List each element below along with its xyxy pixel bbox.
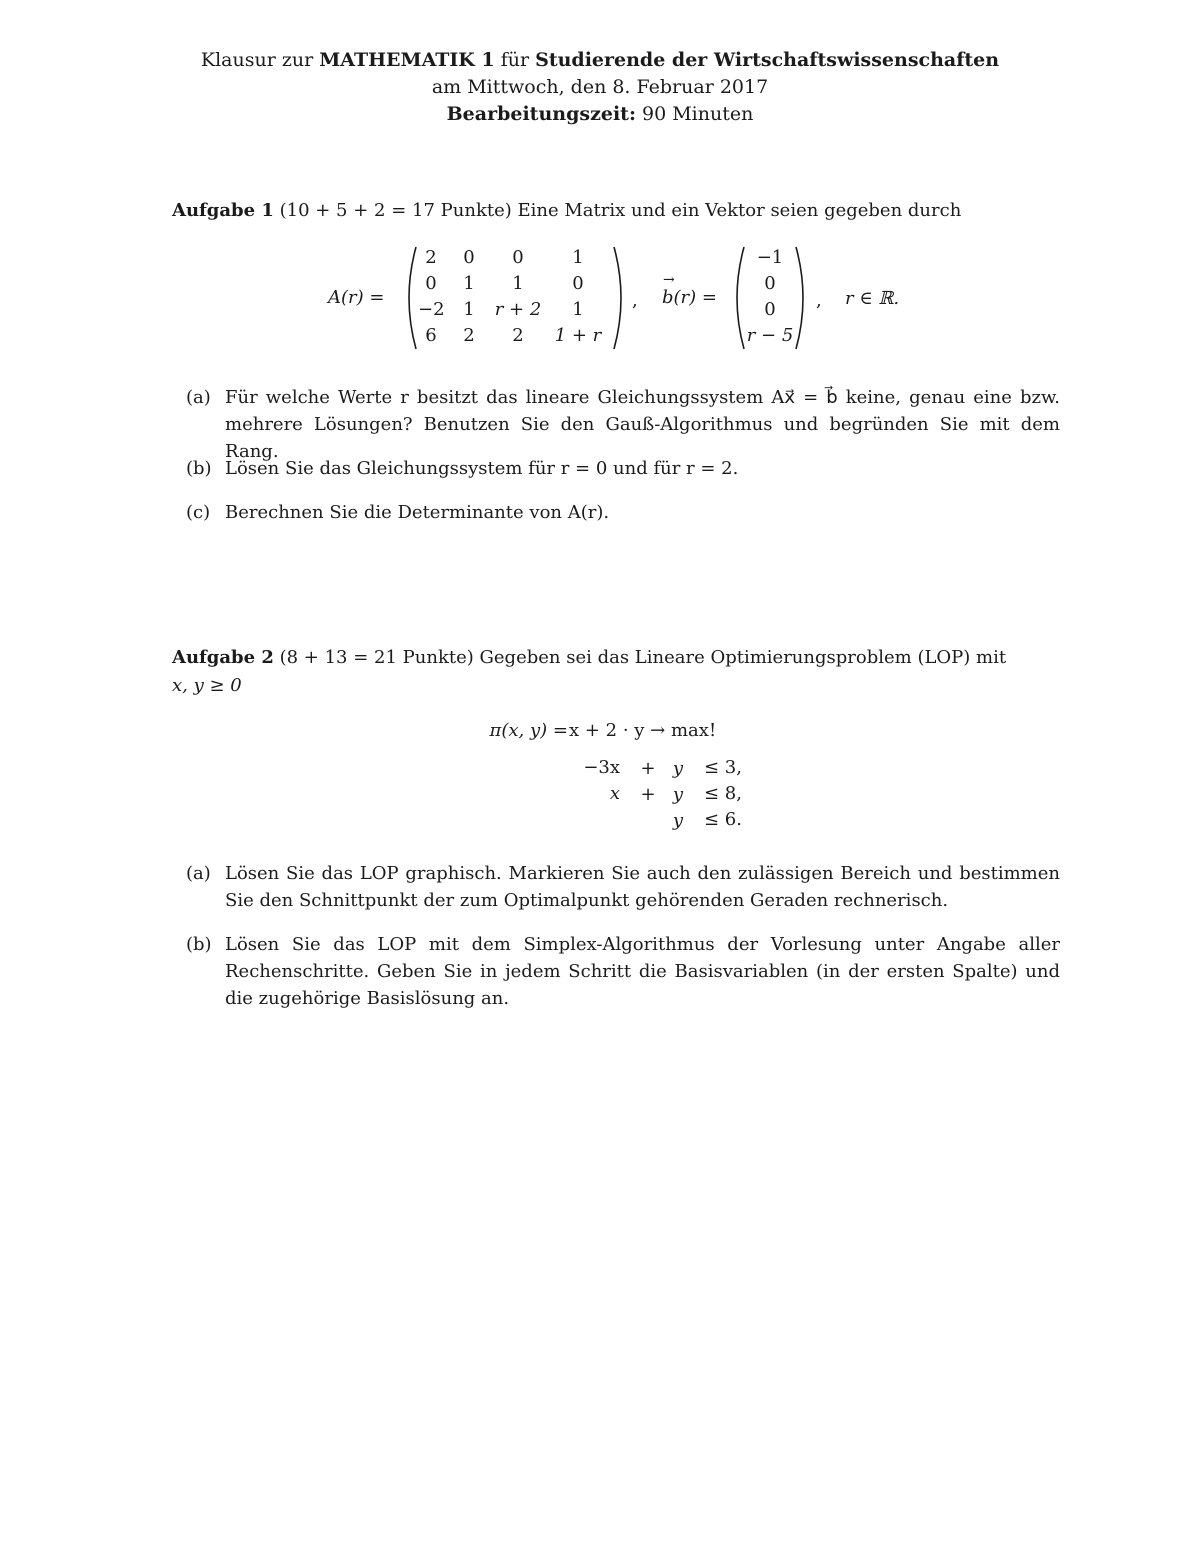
vector-label-text: b(r) = bbox=[662, 287, 717, 308]
exam-title bbox=[0, 47, 1200, 74]
vector-cell: 0 bbox=[764, 273, 776, 294]
c1-b: y bbox=[672, 758, 684, 779]
matrix-cell: 0 bbox=[512, 247, 524, 268]
task2-intro: Gegeben sei das Lineare Optimierungsproblem (LOP) mit bbox=[479, 647, 1007, 668]
matrix-cell: 1 + r bbox=[554, 325, 602, 346]
task1-item-a bbox=[186, 384, 1062, 462]
matrix-cell: 1 bbox=[572, 299, 584, 320]
matrix-cell: 6 bbox=[425, 325, 437, 346]
task2-heading bbox=[172, 645, 1062, 671]
vector-label bbox=[662, 272, 717, 308]
matrix-label: A(r) = bbox=[328, 287, 385, 308]
item-label: (b) bbox=[186, 934, 212, 955]
matrix-cell: 0 bbox=[425, 273, 437, 294]
vector-comma: , bbox=[816, 290, 822, 311]
duration-label: Bearbeitungszeit: bbox=[446, 103, 636, 125]
c2-a: x bbox=[609, 783, 620, 804]
title-audience: Studierende der Wirtschaftswissenschaften bbox=[535, 49, 1000, 71]
title-prefix: Klausur zur bbox=[200, 49, 314, 71]
matrix-cell: −2 bbox=[418, 299, 445, 320]
duration-value: 90 Minuten bbox=[642, 103, 754, 125]
vector-cell: −1 bbox=[756, 247, 784, 268]
task2-item-b bbox=[186, 931, 1062, 1012]
vector-arrow-icon: → bbox=[663, 272, 675, 288]
item-text: Für welche Werte r besitzt das lineare Gleichungssystem Ax⃗ = b⃗ keine, genau eine bzw. mehrere Lösungen? Benutzen Sie den Gauß-Algorithmus und begründen Sie mit dem Rang. bbox=[225, 387, 1060, 462]
task1-intro: Eine Matrix und ein Vektor seien gegeben durch bbox=[517, 200, 962, 221]
vector-cell: 0 bbox=[764, 299, 776, 320]
vector-cell: r − 5 bbox=[746, 325, 794, 346]
c1-op: + bbox=[640, 758, 656, 779]
item-text: Berechnen Sie die Determinante von A(r). bbox=[225, 502, 610, 523]
task2-points: (8 + 13 = 21 Punkte) bbox=[279, 647, 474, 668]
c1-rel: ≤ 3, bbox=[704, 757, 742, 778]
item-text: Lösen Sie das LOP mit dem Simplex-Algorithmus der Vorlesung unter Angabe aller Rechenschritte. Geben Sie in jedem Schritt die Basisvariablen (in der ersten Spalte) und die zugehörige Basislösung an. bbox=[225, 934, 1060, 1009]
task1-item-b bbox=[186, 455, 1062, 482]
c3-b: y bbox=[672, 810, 684, 831]
c2-b: y bbox=[672, 784, 684, 805]
task2-title: Aufgabe 2 bbox=[172, 647, 274, 668]
matrix-a bbox=[400, 248, 630, 348]
title-mid: für bbox=[500, 49, 530, 71]
domain-r: r ∈ ℝ. bbox=[845, 288, 900, 309]
c2-rel: ≤ 8, bbox=[704, 783, 742, 804]
task1-heading bbox=[172, 198, 1062, 224]
c2-op: + bbox=[640, 784, 656, 805]
item-text: Lösen Sie das LOP graphisch. Markieren Sie auch den zulässigen Bereich und bestimmen Sie den Schnittpunkt der zum Optimalpunkt gehörenden Geraden rechnerisch. bbox=[225, 863, 1060, 911]
task1-points: (10 + 5 + 2 = 17 Punkte) bbox=[279, 200, 512, 221]
task1-item-c bbox=[186, 499, 1062, 526]
task1-title: Aufgabe 1 bbox=[172, 200, 274, 221]
c1-a: −3x bbox=[583, 757, 620, 778]
matrix-cell: 0 bbox=[463, 247, 475, 268]
exam-date: am Mittwoch, den 8. Februar 2017 bbox=[431, 76, 769, 98]
item-text: Lösen Sie das Gleichungssystem für r = 0 und für r = 2. bbox=[225, 458, 739, 479]
matrix-cell: 2 bbox=[512, 325, 524, 346]
title-subject: MATHEMATIK 1 bbox=[319, 49, 495, 71]
matrix-cell: 2 bbox=[425, 247, 437, 268]
matrix-cell: 2 bbox=[463, 325, 475, 346]
item-label: (b) bbox=[186, 458, 212, 479]
task2-nonneg: x, y ≥ 0 bbox=[172, 675, 242, 696]
exam-duration bbox=[0, 101, 1200, 128]
matrix-cell: 1 bbox=[463, 299, 475, 320]
objective-lhs: π(x, y) = bbox=[489, 720, 568, 741]
task2-item-a bbox=[186, 860, 1062, 914]
item-label: (a) bbox=[186, 387, 211, 408]
c3-rel: ≤ 6. bbox=[704, 809, 742, 830]
matrix-cell: 1 bbox=[512, 273, 524, 294]
matrix-comma: , bbox=[632, 290, 638, 311]
matrix-cell: r + 2 bbox=[494, 299, 542, 320]
matrix-cell: 0 bbox=[572, 273, 584, 294]
matrix-cell: 1 bbox=[572, 247, 584, 268]
objective-rhs: x + 2 · y → max! bbox=[569, 720, 717, 741]
item-label: (a) bbox=[186, 863, 211, 884]
item-label: (c) bbox=[186, 502, 211, 523]
vector-b bbox=[730, 248, 810, 348]
matrix-cell: 1 bbox=[463, 273, 475, 294]
